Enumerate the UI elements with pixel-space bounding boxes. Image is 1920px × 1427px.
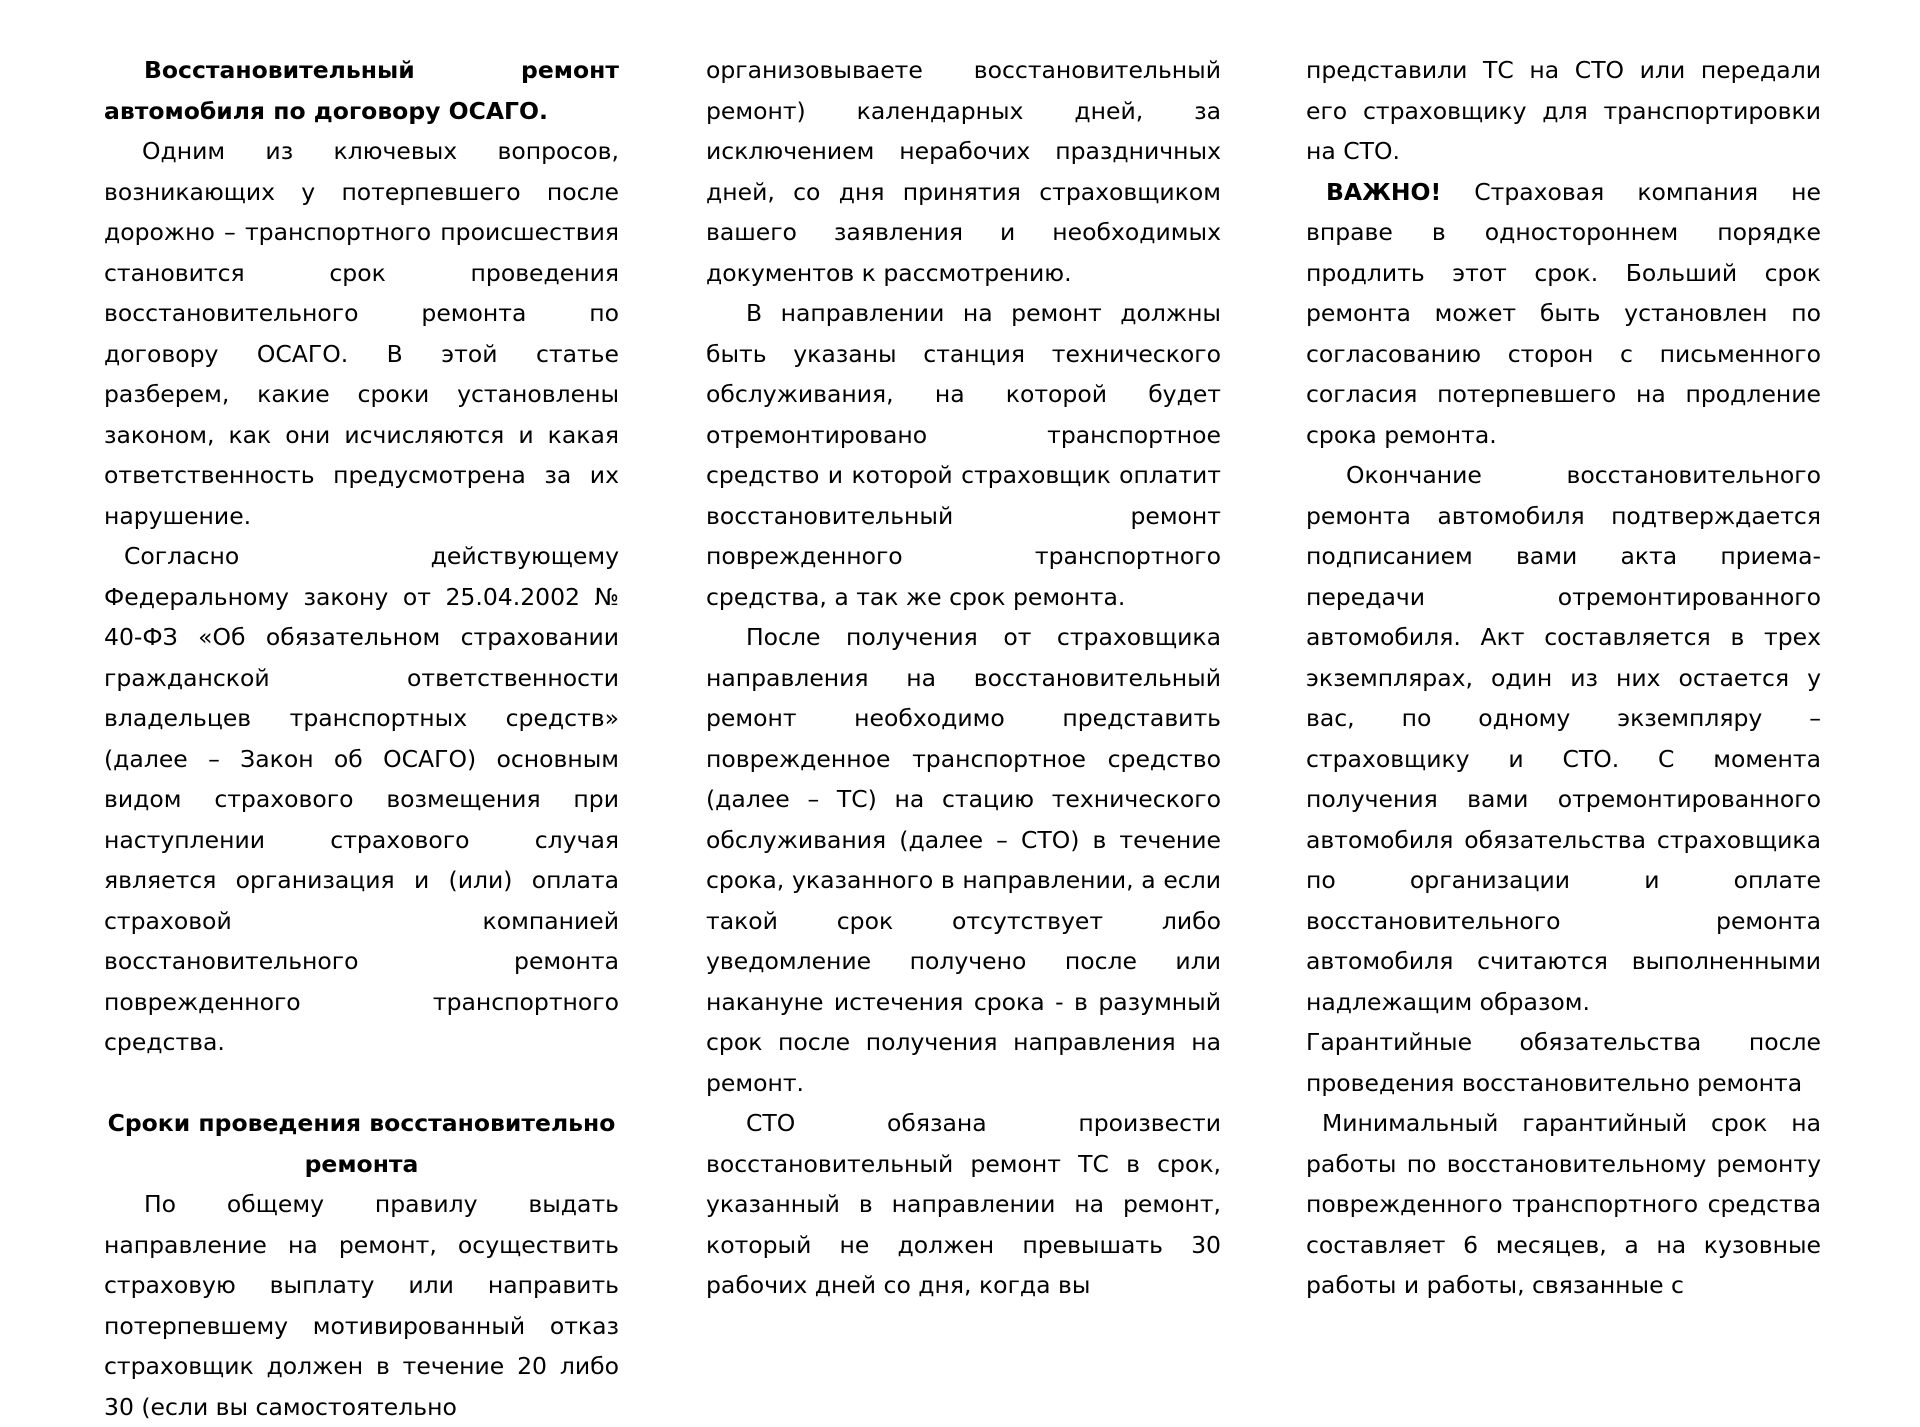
paragraph: представили ТС на СТО или передали его страховщику для транспортировки на СТО. [1306, 56, 1821, 165]
important-text: Страховая компания не вправе в одностороннем порядке продлить этот срок. Больший срок ремонта может быть установлен по согласованию сторон с письменного согласия потерпевшего на продление срока ремонта. [1306, 177, 1821, 449]
paragraph: Согласно действующему Федеральному закону от 25.04.2002 № 40-ФЗ «Об обязательном страховании гражданской ответственности владельцев транспортных средств» (далее – Закон об ОСАГО) основным видом страхового возмещения при наступлении страхового случая является организация и (или) оплата страховой компанией восстановительного ремонта поврежденного транспортного средства. [104, 542, 619, 1056]
paragraph: Окончание восстановительного ремонта автомобиля подтверждается подписанием вами акта приема-передачи отремонтированного автомобиля. Акт составляется в трех экземплярах, один из них остается у вас, по одному экземпляру – страховщику и СТО. С момента получения вами отремонтированного автомобиля обязательства страховщика по организации и оплате восстановительного ремонта автомобиля считаются выполненными надлежащим образом. [1306, 461, 1821, 1016]
important-paragraph [1306, 172, 1821, 456]
paragraph: В направлении на ремонт должны быть указаны станция технического обслуживания, на которой будет отремонтировано транспортное средство и которой страховщик оплатит восстановительный ремонт поврежденного транспортного средства, а так же срок ремонта. [706, 299, 1221, 611]
spacer [104, 1063, 619, 1104]
paragraph: Минимальный гарантийный срок на работы по восстановительному ремонту поврежденного транспортного средства составляет 6 месяцев, а на кузовные работы и работы, связанные с [1306, 1109, 1821, 1299]
text-column-3 [1306, 50, 1821, 1306]
paragraph: СТО обязана произвести восстановительный ремонт ТС в срок, указанный в направлении на ремонт, который не должен превышать 30 рабочих дней со дня, когда вы [706, 1109, 1221, 1299]
text-column-1 [104, 50, 619, 1427]
important-label: ВАЖНО! [1326, 177, 1442, 206]
text-column-2 [706, 50, 1221, 1306]
section-title: Сроки проведения восстановительно ремонта [107, 1109, 616, 1178]
paragraph: Одним из ключевых вопросов, возникающих у потерпевшего после дорожно – транспортного происшествия становится срок проведения восстановительного ремонта по договору ОСАГО. В этой статье разберем, какие сроки установлены законом, как они исчисляются и какая ответственность предусмотрена за их нарушение. [104, 137, 619, 530]
paragraph: После получения от страховщика направления на восстановительный ремонт необходимо представить поврежденное транспортное средство (далее – ТС) на стацию технического обслуживания (далее – СТО) в течение срока, указанного в направлении, а если такой срок отсутствует либо уведомление получено после или накануне истечения срока - в разумный срок после получения направления на ремонт. [706, 623, 1221, 1097]
paragraph: По общему правилу выдать направление на ремонт, осуществить страховую выплату или направить потерпевшему мотивированный отказ страховщик должен в течение 20 либо 30 (если вы самостоятельно [104, 1190, 619, 1421]
paragraph: Гарантийные обязательства после проведения восстановительно ремонта [1306, 1028, 1821, 1097]
article-title: Восстановительный ремонт автомобиля по договору ОСАГО. [104, 56, 619, 125]
paragraph: организовываете восстановительный ремонт) календарных дней, за исключением нерабочих праздничных дней, со дня принятия страховщиком вашего заявления и необходимых документов к рассмотрению. [706, 56, 1221, 287]
